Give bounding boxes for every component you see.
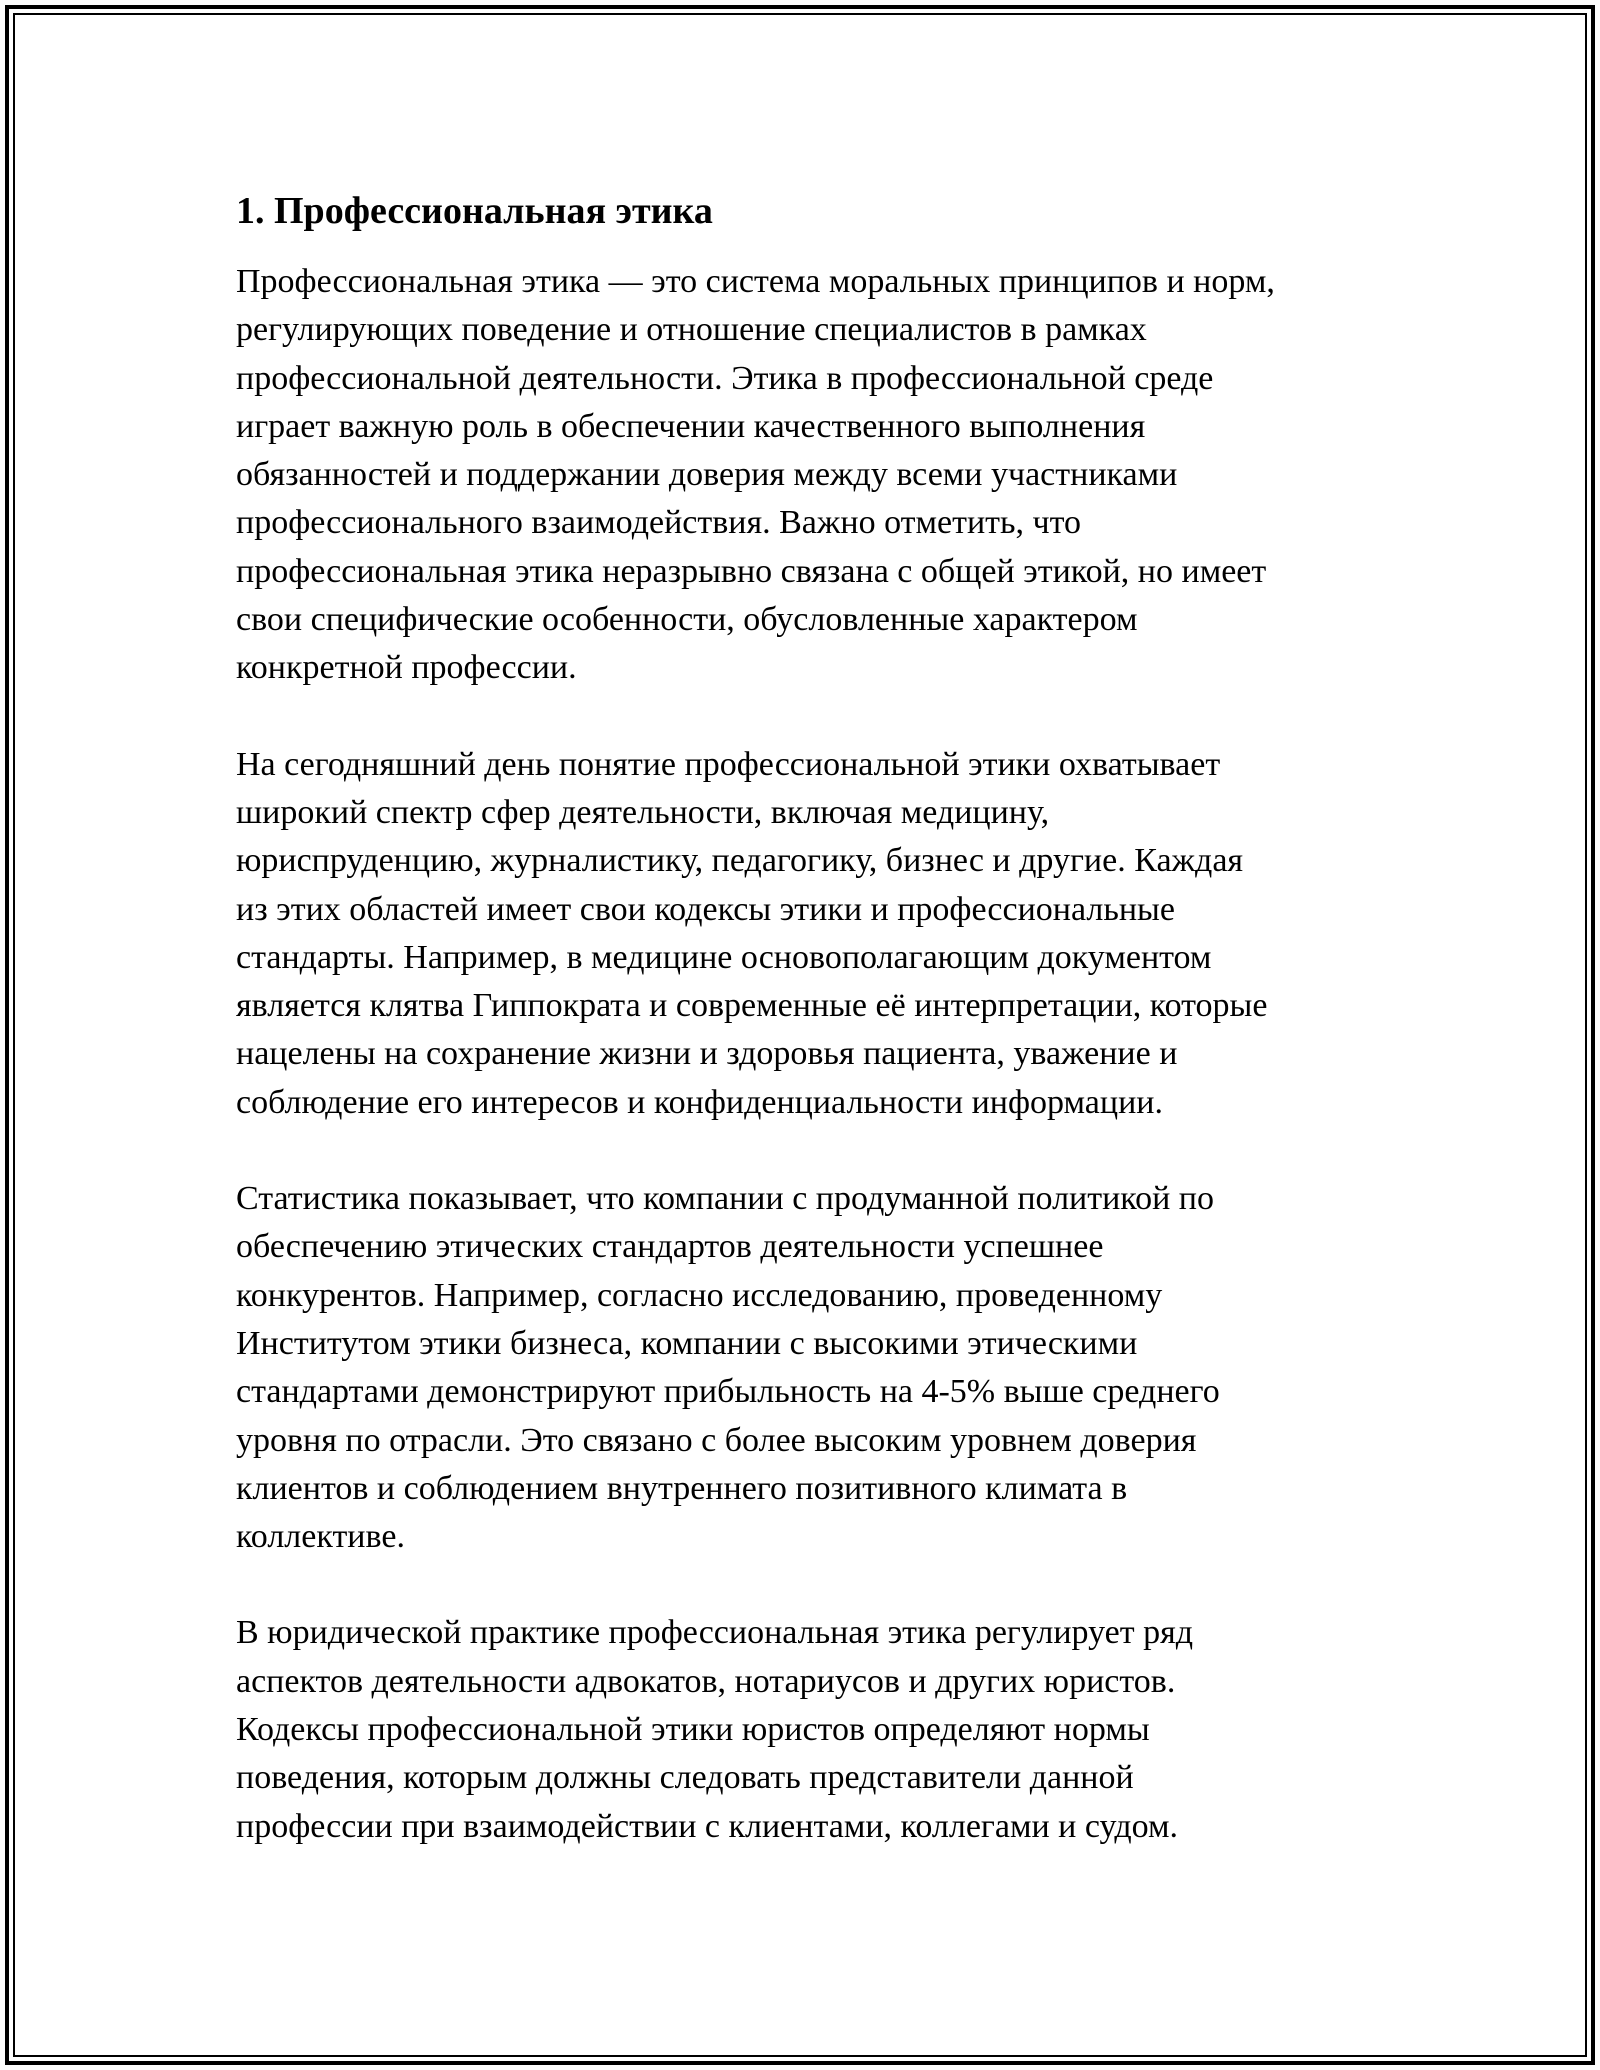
text-line: соблюдение его интересов и конфиденциальности информации. [236, 1083, 1163, 1121]
text-line: Кодексы профессиональной этики юристов определяют нормы [236, 1711, 1150, 1749]
document-body [236, 186, 1416, 1899]
text-line: конкретной профессии. [236, 649, 577, 687]
text-line: играет важную роль в обеспечении качественного выполнения [236, 407, 1146, 445]
text-line: коллективе. [236, 1518, 405, 1556]
text-line: стандарты. Например, в медицине основополагающим документом [236, 938, 1212, 976]
text-line: конкурентов. Например, согласно исследованию, проведенному [236, 1276, 1163, 1314]
paragraph-statistics [236, 1175, 1416, 1561]
paragraph-definition [236, 258, 1416, 693]
section-heading: 1. Профессиональная этика [236, 190, 713, 232]
text-line: стандартами демонстрируют прибыльность на 4-5% выше среднего [236, 1373, 1220, 1411]
paragraph-legal-practice [236, 1609, 1416, 1850]
text-line: юриспруденцию, журналистику, педагогику, бизнес и другие. Каждая [236, 842, 1244, 880]
text-line: широкий спектр сфер деятельности, включая медицину, [236, 793, 1050, 831]
text-line: Статистика показывает, что компании с продуманной политикой по [236, 1180, 1214, 1218]
text-line: регулирующих поведение и отношение специалистов в рамках [236, 311, 1147, 349]
text-line: обязанностей и поддержании доверия между всеми участниками [236, 456, 1178, 494]
paragraph-scope [236, 741, 1416, 1127]
text-line: профессии при взаимодействии с клиентами, коллегами и судом. [236, 1807, 1179, 1845]
text-line: профессионального взаимодействия. Важно отметить, что [236, 504, 1082, 542]
text-line: профессиональная этика неразрывно связана с общей этикой, но имеет [236, 552, 1267, 590]
text-line: клиентов и соблюдением внутреннего позитивного климата в [236, 1469, 1128, 1507]
text-line: поведения, которым должны следовать представители данной [236, 1759, 1134, 1797]
text-line: свои специфические особенности, обусловленные характером [236, 601, 1138, 639]
text-line: На сегодняшний день понятие профессиональной этики охватывает [236, 745, 1221, 783]
text-line: из этих областей имеет свои кодексы этики и профессиональные [236, 890, 1175, 928]
text-line: уровня по отрасли. Это связано с более высоким уровнем доверия [236, 1421, 1197, 1459]
text-line: Профессиональная этика — это система моральных принципов и норм, [236, 263, 1275, 300]
text-line: аспектов деятельности адвокатов, нотариусов и других юристов. [236, 1662, 1176, 1700]
text-line: В юридической практике профессиональная этика регулирует ряд [236, 1614, 1194, 1652]
text-line: Институтом этики бизнеса, компании с высокими этическими [236, 1324, 1138, 1362]
text-line: является клятва Гиппократа и современные её интерпретации, которые [236, 987, 1268, 1025]
text-line: обеспечению этических стандартов деятельности успешнее [236, 1228, 1104, 1266]
text-line: профессиональной деятельности. Этика в профессиональной среде [236, 359, 1214, 397]
text-line: нацелены на сохранение жизни и здоровья пациента, уважение и [236, 1035, 1178, 1073]
